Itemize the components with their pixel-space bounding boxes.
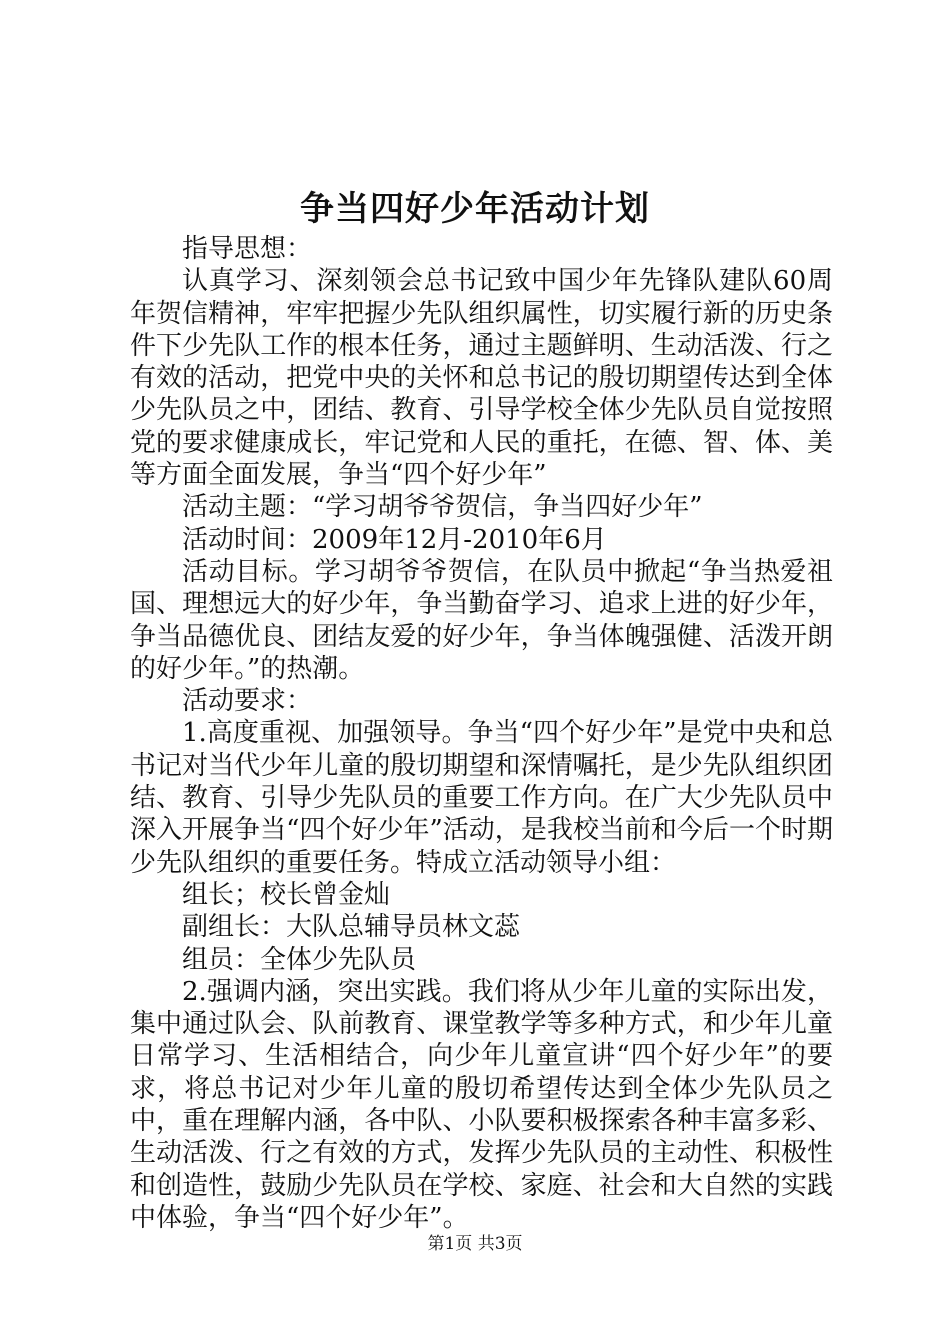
paragraph-activity-goal: 活动目标。学习胡爷爷贺信，在队员中掀起“争当热爱祖国、理想远大的好少年，争当勤奋学习、追求上进的好少年，争当品德优良、团结友爱的好少年，争当体魄强健、活泼开朗的好少年。”的热潮。 bbox=[130, 556, 833, 684]
document-title: 争当四好少年活动计划 bbox=[300, 189, 650, 229]
paragraph-guiding-thought: 认真学习、深刻领会总书记致中国少年先锋队建队60周年贺信精神，牢牢把握少先队组织属性，切实履行新的历史条件下少先队工作的根本任务，通过主题鲜明、生动活泼、行之有效的活动，把党中央的关怀和总书记的殷切期望传达到全体少先队员之中，团结、教育、引导学校全体少先队员自觉按照党的要求健康成长，牢记党和人民的重托，在德、智、体、美等方面全面发展，争当“四个好少年” bbox=[130, 266, 833, 491]
document-body bbox=[130, 233, 833, 1234]
paragraph-team-leader: 组长；校长曾金灿 bbox=[182, 879, 391, 910]
page-number-footer: 第1页 共3页 bbox=[427, 1234, 523, 1254]
paragraph-activity-requirements-heading: 活动要求： bbox=[182, 686, 313, 717]
paragraph-requirement-1: 1.高度重视、加强领导。争当“四个好少年”是党中央和总书记对当代少年儿童的殷切期望和深情嘱托，是少先队组织团结、教育、引导少先队员的重要工作方向。在广大少先队员中深入开展争当“四个好少年”活动，是我校当前和今后一个时期少先队组织的重要任务。特成立活动领导小组： bbox=[130, 718, 833, 878]
paragraph-deputy-leader: 副组长：大队总辅导员林文蕊 bbox=[182, 912, 521, 943]
paragraph-activity-theme: 活动主题：“学习胡爷爷贺信，争当四好少年” bbox=[182, 492, 703, 523]
paragraph-requirement-2: 2.强调内涵，突出实践。我们将从少年儿童的实际出发，集中通过队会、队前教育、课堂教学等多种方式，和少年儿童日常学习、生活相结合，向少年儿童宣讲“四个好少年”的要求，将总书记对少年儿童的殷切希望传达到全体少先队员之中，重在理解内涵，各中队、小队要积极探索各种丰富多彩、生动活泼、行之有效的方式，发挥少先队员的主动性、积极性和创造性，鼓励少先队员在学校、家庭、社会和大自然的实践中体验，争当“四个好少年”。 bbox=[130, 976, 833, 1233]
paragraph-activity-time: 活动时间：2009年12月-2010年6月 bbox=[182, 524, 607, 555]
paragraph-guiding-thought-heading: 指导思想： bbox=[182, 234, 313, 264]
paragraph-team-members: 组员：全体少先队员 bbox=[182, 944, 417, 975]
